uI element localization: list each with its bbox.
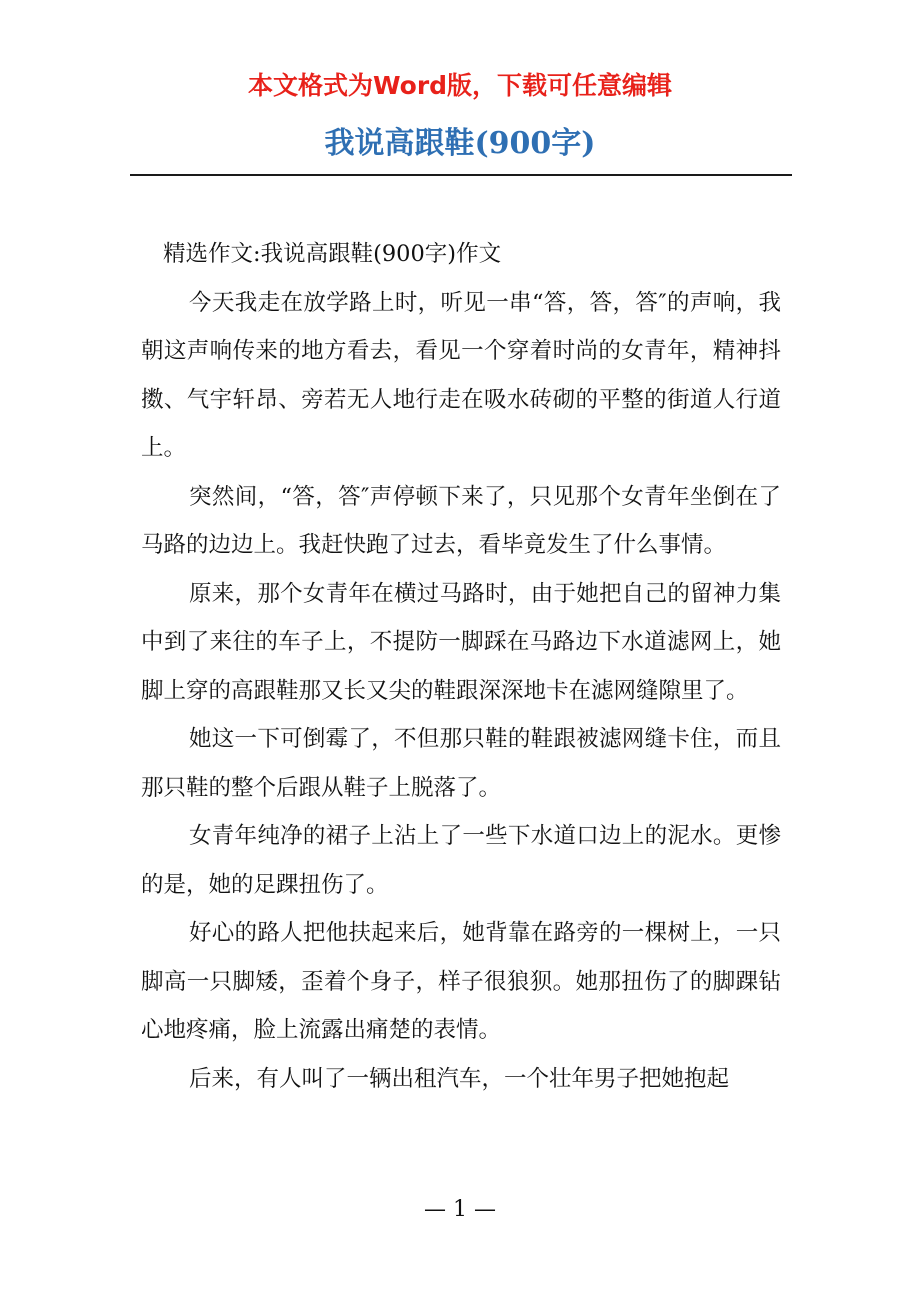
header-rule — [130, 174, 792, 176]
paragraph-4: 她这一下可倒霉了，不但那只鞋的鞋跟被滤网缝卡住，而且那只鞋的整个后跟从鞋子上脱落了。 — [141, 726, 781, 801]
paragraph-5: 女青年纯净的裙子上沾上了一些下水道口边上的泥水。更惨的是，她的足踝扭伤了。 — [141, 823, 781, 898]
paragraph-2: 突然间，“答，答″声停顿下来了，只见那个女青年坐倒在了马路的边边上。我赶快跑了过去，看毕竟发生了什么事情。 — [141, 483, 781, 558]
paragraph-7: 后来，有人叫了一辆出租汽车，一个壮年男子把她抱起 — [189, 1065, 730, 1092]
word-format-banner: 本文格式为Word版，下载可任意编辑 — [247, 71, 673, 100]
paragraph-3: 原来，那个女青年在横过马路时，由于她把自己的留神力集中到了来往的车子上，不提防一脚踩在马路边下水道滤网上，她脚上穿的高跟鞋那又长又尖的鞋跟深深地卡在滤网缝隙里了。 — [141, 580, 781, 704]
subtitle-line: 精选作文:我说高跟鞋(900字)作文 — [163, 241, 502, 267]
paragraph-6: 好心的路人把他扶起来后，她背靠在路旁的一棵树上，一只脚高一只脚矮，歪着个身子，样子很狼狈。她那扭伤了的脚踝钻心地疼痛，脸上流露出痛楚的表情。 — [141, 920, 781, 1043]
page-number: — 1 — — [424, 1197, 496, 1222]
document-body — [141, 230, 781, 1103]
document-title: 我说高跟鞋(900字) — [324, 126, 596, 161]
paragraph-1: 今天我走在放学路上时，听见一串“答，答，答″的声响，我朝这声响传来的地方看去，看见一个穿着时尚的女青年，精神抖擞、气宇轩昂、旁若无人地行走在吸水砖砌的平整的街道人行道上。 — [141, 289, 781, 461]
